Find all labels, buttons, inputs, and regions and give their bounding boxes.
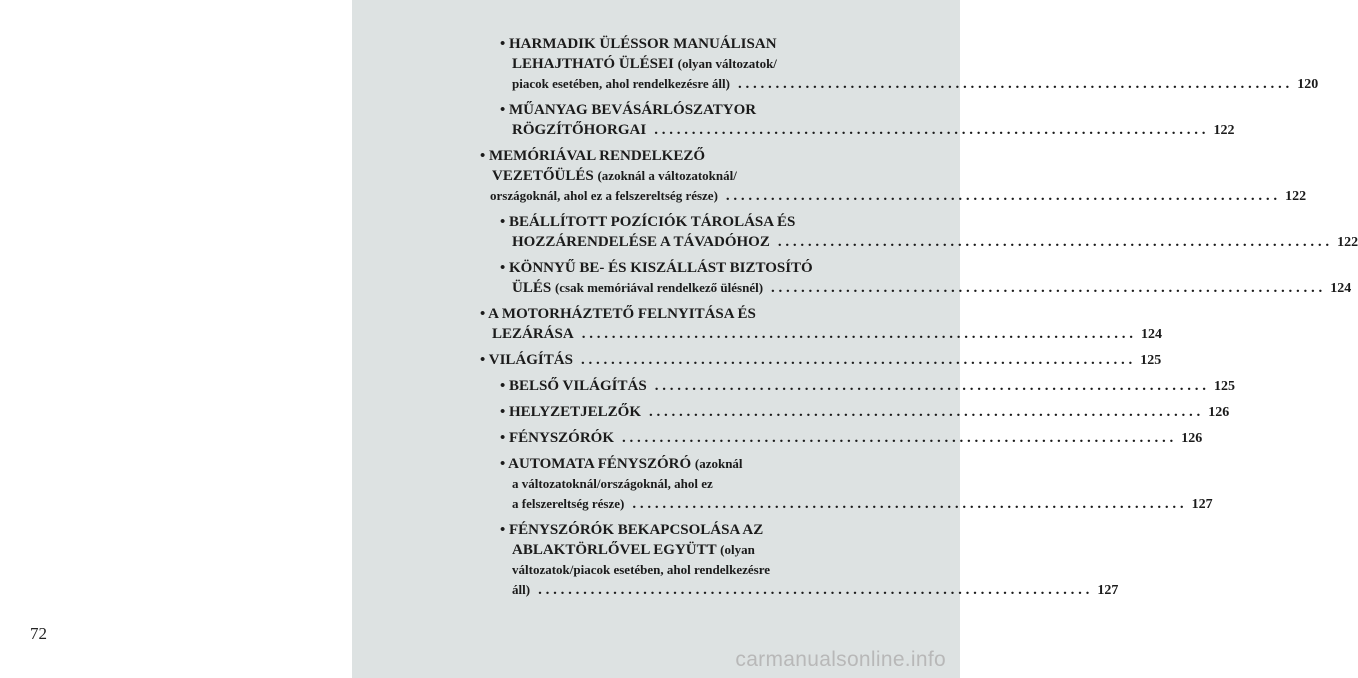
toc-entry[interactable]: [480, 146, 1307, 206]
toc-entry-note: (azoknál: [694, 456, 743, 471]
toc-entry-line: [500, 54, 900, 74]
toc-entry-line: [500, 212, 900, 232]
toc-entry-text: [500, 404, 641, 420]
toc-page-number: 122: [1213, 123, 1235, 138]
toc-entry-text: [500, 102, 756, 118]
toc-leader-dots: [581, 352, 1132, 368]
toc-page-number: 126: [1181, 431, 1203, 446]
toc-entry-title: • HELYZETJELZŐK: [500, 404, 641, 420]
toc-entry-line: [500, 258, 900, 278]
toc-entry-note: változatok/piacok esetében, ahol rendelkezésre: [512, 562, 771, 577]
toc-page-number: 125: [1213, 379, 1235, 394]
toc-entry[interactable]: [480, 212, 1358, 252]
toc-leader-dots: [582, 326, 1133, 342]
toc-leader-dots: [649, 404, 1200, 420]
toc-entry-line: [500, 278, 1352, 298]
toc-entry-text: [500, 260, 813, 276]
toc-entry-note: áll): [512, 582, 531, 597]
toc-leader-dots: [726, 188, 1277, 204]
toc-entry-title: • MEMÓRIÁVAL RENDELKEZŐ: [480, 148, 706, 164]
toc-entry-line: [500, 232, 1358, 252]
toc-entry-note: a változatoknál/országoknál, ahol ez: [512, 476, 713, 491]
toc-entry-line: [500, 100, 900, 120]
toc-entry-text: [512, 542, 755, 558]
toc-entry-text: [492, 326, 574, 342]
toc-entry-text: [500, 456, 743, 472]
toc-page-number: 127: [1191, 497, 1213, 512]
toc-entry-line: [500, 454, 900, 474]
toc-entry-text: [500, 36, 777, 52]
toc-entry-line: [500, 428, 1203, 448]
toc-entry-text: [490, 188, 718, 204]
toc-entry-note: (olyan: [720, 542, 755, 557]
toc-entry-text: [512, 122, 646, 138]
toc-entry-line: [500, 494, 1213, 514]
toc-entry[interactable]: [480, 428, 1203, 448]
toc-page-number: 124: [1140, 327, 1162, 342]
toc-entry-line: [480, 186, 1307, 206]
toc-entry-line: [500, 74, 1319, 94]
toc-entry-line: [500, 376, 1235, 396]
toc-entry-title: LEHAJTHATÓ ÜLÉSEI: [512, 56, 678, 72]
toc-entry-title: ÜLÉS: [512, 280, 555, 296]
toc-entry-line: [500, 520, 900, 540]
toc-entry-line: [480, 166, 900, 186]
toc-entry-note: (olyan változatok/: [677, 56, 777, 71]
toc-entry-line: [500, 120, 1235, 140]
toc-entry-line: [500, 540, 900, 560]
toc-entry-text: [512, 476, 713, 492]
toc-entry-text: [512, 56, 777, 72]
toc-leader-dots: [778, 234, 1329, 250]
toc-entry-text: [512, 280, 763, 296]
toc-entry-text: [500, 522, 763, 538]
toc-entry-line: [480, 350, 1162, 370]
toc-entry-note: (azoknál a változatoknál/: [597, 168, 737, 183]
toc-entry-text: [512, 496, 624, 512]
toc-entry-text: [500, 430, 614, 446]
toc-entry-line: [500, 402, 1230, 422]
watermark: carmanualsonline.info: [735, 648, 946, 671]
toc-entry-title: VEZETŐÜLÉS: [492, 168, 598, 184]
toc-page-number: 122: [1285, 189, 1307, 204]
toc-leader-dots: [622, 430, 1173, 446]
toc-entry-note: a felszereltség része): [512, 496, 625, 511]
toc-entry[interactable]: [480, 454, 1213, 514]
toc-entry-note: (csak memóriával rendelkező ülésnél): [554, 280, 764, 295]
toc-page-number: 122: [1337, 235, 1358, 250]
toc-leader-dots: [771, 280, 1322, 296]
toc-entry-text: [512, 582, 530, 598]
toc-entry-line: [500, 34, 900, 54]
toc-entry-title: ABLAKTÖRLŐVEL EGYÜTT: [512, 542, 721, 558]
toc-page-number: 127: [1097, 583, 1119, 598]
toc-leader-dots: [738, 76, 1289, 92]
toc-entry[interactable]: [480, 258, 1352, 298]
toc-leader-dots: [655, 378, 1206, 394]
toc-entry-text: [512, 234, 770, 250]
toc-entry-title: • AUTOMATA FÉNYSZÓRÓ: [500, 456, 695, 472]
toc-entry-title: • HARMADIK ÜLÉSSOR MANUÁLISAN: [500, 36, 777, 52]
toc-entry[interactable]: [480, 34, 1319, 94]
toc-page-number: 126: [1208, 405, 1230, 420]
page-number: 72: [30, 624, 47, 643]
toc-leader-dots: [654, 122, 1205, 138]
toc-entry-text: [480, 352, 573, 368]
toc-entry[interactable]: [480, 376, 1235, 396]
toc-entry-title: RÖGZÍTŐHORGAI: [512, 122, 647, 138]
toc-entry[interactable]: [480, 100, 1235, 140]
toc-entry-text: [500, 214, 795, 230]
toc-leader-dots: [632, 496, 1183, 512]
toc-entry-title: • MŰANYAG BEVÁSÁRLÓSZATYOR: [500, 102, 757, 118]
toc-entry[interactable]: [480, 350, 1162, 370]
toc-page-number: 125: [1140, 353, 1162, 368]
toc-page-number: 120: [1297, 77, 1319, 92]
toc-entry-line: [480, 146, 900, 166]
toc-entry-title: • BEÁLLÍTOTT POZÍCIÓK TÁROLÁSA ÉS: [500, 214, 796, 230]
toc-entry-note: piacok esetében, ahol rendelkezésre áll): [512, 76, 730, 91]
toc-entry-line: [500, 560, 900, 580]
toc-page-number: 124: [1330, 281, 1352, 296]
toc-entry-title: • KÖNNYŰ BE- ÉS KISZÁLLÁST BIZTOSÍTÓ: [500, 260, 813, 276]
toc-entry[interactable]: [480, 304, 1162, 344]
toc-entry-line: [500, 474, 900, 494]
toc-entry-title: • FÉNYSZÓRÓK BEKAPCSOLÁSA AZ: [500, 522, 764, 538]
toc-entry-note: országoknál, ahol ez a felszereltség része): [490, 188, 718, 203]
left-page: [0, 0, 352, 678]
toc-entry-text: [480, 148, 705, 164]
toc-entry-line: [480, 324, 1162, 344]
toc-entry-title: • VILÁGÍTÁS: [480, 352, 573, 368]
toc-entry-text: [512, 562, 770, 578]
toc-entry-text: [492, 168, 737, 184]
toc-entry-text: [512, 76, 730, 92]
toc-entry[interactable]: [480, 520, 1119, 600]
toc-leader-dots: [538, 582, 1089, 598]
toc-entry-title: • A MOTORHÁZTETŐ FELNYITÁSA ÉS: [480, 306, 756, 322]
toc-entry-title: • BELSŐ VILÁGÍTÁS: [500, 378, 647, 394]
toc-entry-line: [480, 304, 900, 324]
toc-entry[interactable]: [480, 402, 1230, 422]
toc-entry-title: • FÉNYSZÓRÓK: [500, 430, 615, 446]
toc-entry-text: [480, 306, 756, 322]
table-of-contents: [480, 34, 1358, 606]
toc-entry-text: [500, 378, 647, 394]
toc-entry-line: [500, 580, 1119, 600]
toc-entry-title: HOZZÁRENDELÉSE A TÁVADÓHOZ: [512, 234, 770, 250]
toc-entry-title: LEZÁRÁSA: [492, 326, 574, 342]
